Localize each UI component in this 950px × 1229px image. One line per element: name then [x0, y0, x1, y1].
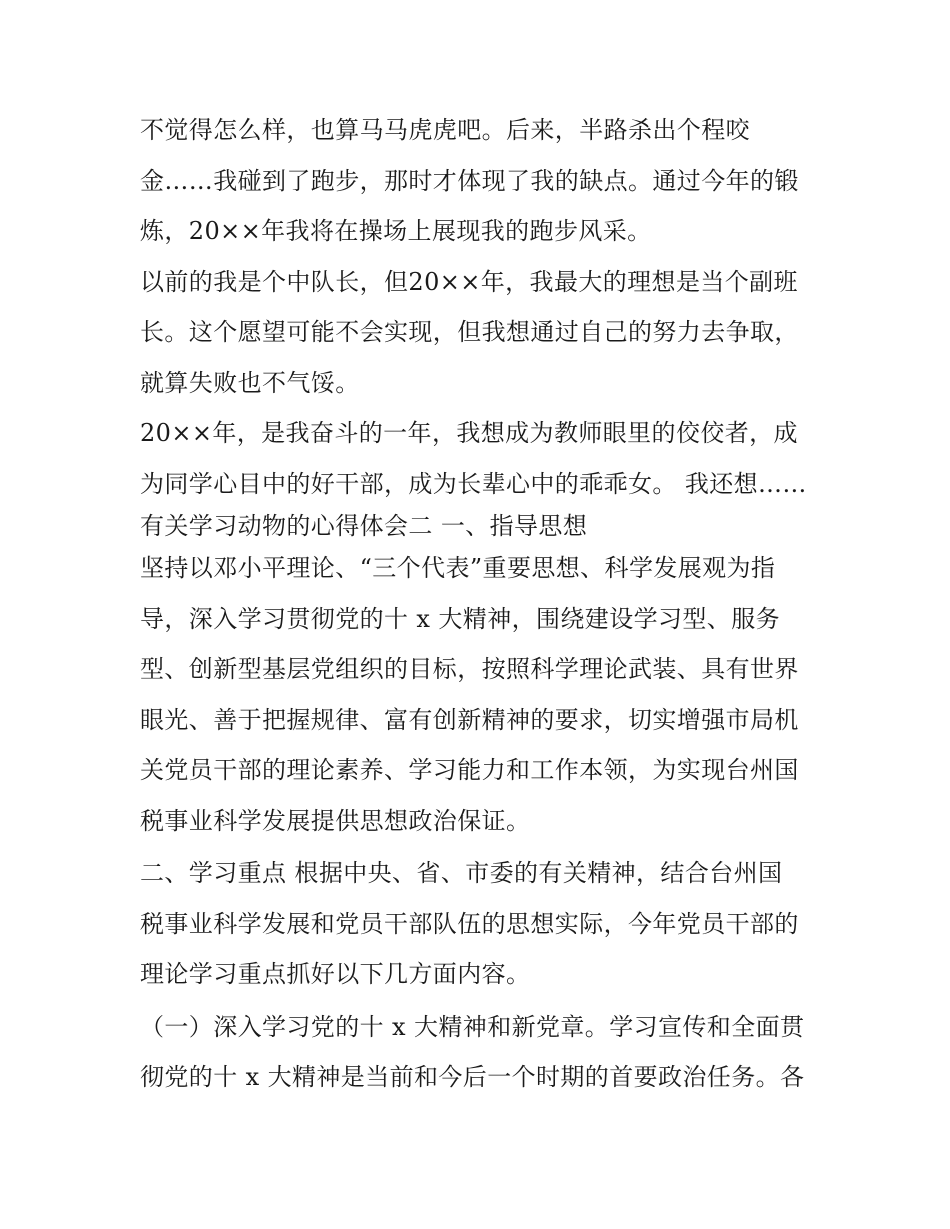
text-line: 炼，20××年我将在操场上展现我的跑步风采。: [140, 217, 652, 245]
text-line: 税事业科学发展提供思想政治保证。: [140, 806, 531, 835]
text-line: （一）深入学习党的十 x 大精神和新党章。学习宣传和全面贯: [140, 1012, 805, 1041]
text-line: 以前的我是个中队长，但20××年，我最大的理想是当个副班: [140, 267, 798, 296]
text-line: 二、学习重点 根据中央、省、市委的有关精神，结合台州国: [140, 859, 783, 887]
text-line: 导，深入学习贯彻党的十 x 大精神，围绕建设学习型、服务: [140, 604, 780, 633]
text-line: 型、创新型基层党组织的目标，按照科学理论武装、具有世界: [140, 655, 799, 683]
text-line: 彻党的十 x 大精神是当前和今后一个时期的首要政治任务。各: [140, 1063, 805, 1091]
text-line: 长。这个愿望可能不会实现，但我想通过自己的努力去争取，: [140, 318, 799, 346]
text-line: 就算失败也不气馁。: [140, 368, 360, 397]
text-line: 眼光、善于把握规律、富有创新精神的要求，切实增强市局机: [140, 705, 799, 734]
text-line: 不觉得怎么样，也算马马虎虎吧。后来，半路杀出个程咬: [140, 116, 750, 144]
section-heading: 有关学习动物的心得体会二 一、指导思想: [140, 512, 588, 540]
text-line: 20××年，是我奋斗的一年，我想成为教师眼里的佼佼者，成: [140, 419, 798, 447]
document-body: [140, 105, 820, 1103]
text-line: 理论学习重点抓好以下几方面内容。: [140, 960, 531, 988]
text-line: 金……我碰到了跑步，那时才体现了我的缺点。通过今年的锻: [140, 166, 799, 195]
text-line: 坚持以邓小平理论、“三个代表”重要思想、科学发展观为指: [140, 554, 776, 582]
text-line: 关党员干部的理论素养、学习能力和工作本领，为实现台州国: [140, 756, 799, 784]
text-line: 为同学心目中的好干部，成为长辈心中的乖乖女。 我还想……: [140, 469, 807, 498]
text-line: 税事业科学发展和党员干部队伍的思想实际，今年党员干部的: [140, 909, 799, 938]
